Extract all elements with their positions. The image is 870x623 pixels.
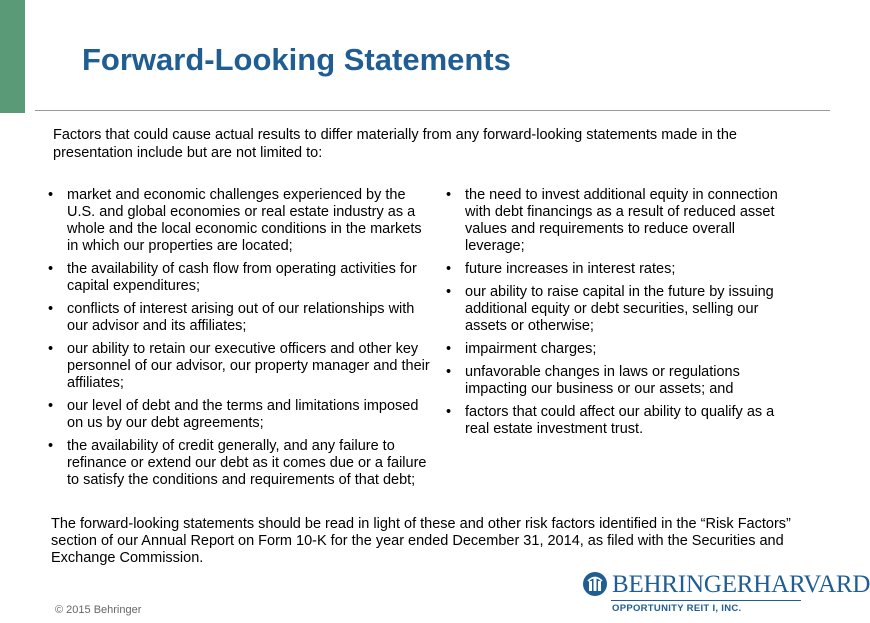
bullet: • (48, 398, 54, 414)
list-item (446, 364, 796, 398)
title-divider (35, 110, 830, 111)
list-item (446, 404, 796, 438)
list-item (48, 187, 433, 255)
bullet: • (446, 341, 452, 357)
slide-title: Forward-Looking Statements (82, 42, 511, 77)
accent-bar (0, 0, 25, 113)
list-item-text: conflicts of interest arising out of our relationships with our advisor and its affiliates; (67, 301, 415, 334)
list-item-text: our ability to raise capital in the future by issuing additional equity or debt securities, selling our assets or otherwise; (465, 284, 774, 334)
left-factor-list (48, 187, 433, 495)
list-item-text: impairment charges; (465, 341, 597, 357)
list-item-text: factors that could affect our ability to qualify as a real estate investment trust. (465, 404, 775, 437)
list-item-text: our ability to retain our executive officers and other key personnel of our advisor, our property manager and their affiliates; (67, 341, 430, 391)
list-item (48, 398, 433, 432)
logo-divider (611, 600, 801, 601)
bullet: • (446, 261, 452, 277)
list-item-text: the need to invest additional equity in connection with debt financings as a result of reduced asset values and requirements to reduce overall leverage; (465, 187, 778, 254)
list-item (446, 187, 796, 255)
list-item (48, 438, 433, 489)
closing-text: The forward-looking statements should be read in light of these and other risk factors identified in the “Risk Factors” section of our Annual Report on Form 10-K for the year ended December 31, 2014, as filed with the Securities and Exchange Commission. (51, 516, 791, 566)
list-item-text: unfavorable changes in laws or regulations impacting our business or our assets; and (465, 364, 740, 397)
list-item (48, 341, 433, 392)
list-item-text: our level of debt and the terms and limitations imposed on us by our debt agreements; (67, 398, 419, 431)
bullet: • (446, 284, 452, 300)
list-item (446, 284, 796, 335)
list-item (446, 341, 796, 358)
bullet: • (48, 301, 54, 317)
copyright-text: © 2015 Behringer (55, 604, 142, 616)
list-item (446, 261, 796, 278)
bullet: • (48, 261, 54, 277)
list-item-text: the availability of credit generally, and any failure to refinance or extend our debt as it comes due or a failure to satisfy the conditions and requirements of that debt; (67, 438, 427, 488)
bullet: • (48, 341, 54, 357)
list-item (48, 261, 433, 295)
list-item-text: the availability of cash flow from operating activities for capital expenditures; (67, 261, 417, 294)
logo-wordmark: BEHRINGERHARVARD (612, 571, 870, 598)
logo-subtitle: OPPORTUNITY REIT I, INC. (612, 603, 742, 614)
list-item-text: market and economic challenges experienced by the U.S. and global economies or real estate industry as a whole and the local economic conditions in the markets in which our properties are located; (67, 187, 422, 254)
list-item-text: future increases in interest rates; (465, 261, 676, 277)
bullet: • (446, 187, 452, 203)
right-factor-list (446, 187, 796, 444)
list-item (48, 301, 433, 335)
intro-text: Factors that could cause actual results to differ materially from any forward-looking statements made in the presentation include but are not limited to: (53, 127, 737, 161)
bullet: • (48, 187, 54, 203)
bullet: • (446, 364, 452, 380)
bullet: • (48, 438, 54, 454)
behringer-harvard-mark-icon (583, 572, 607, 596)
bullet: • (446, 404, 452, 420)
company-logo (583, 571, 870, 617)
